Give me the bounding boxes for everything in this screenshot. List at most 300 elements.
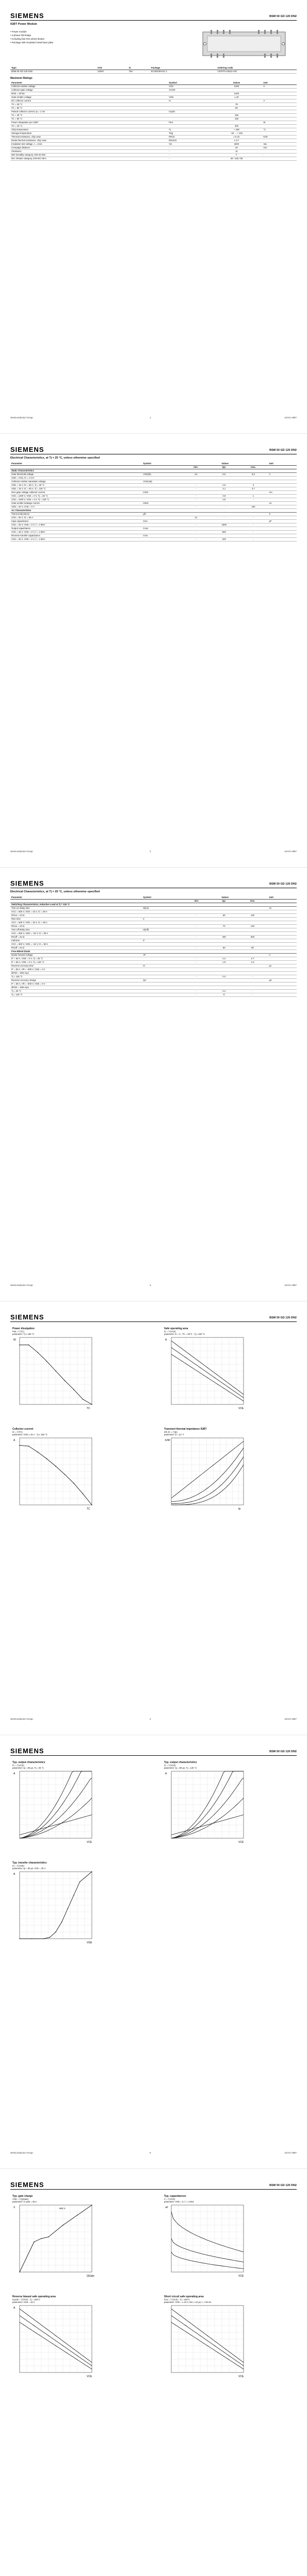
cell: - [168,149,211,153]
cell: - [182,960,211,964]
cell: VCE = 20 V, IC = 50 A [10,516,142,519]
cell: TC = 25 °C [10,113,168,117]
data-point [77,2215,78,2216]
cell: Reverse recovery charge [10,978,142,982]
cell [182,931,211,935]
cell [182,982,211,986]
cell: S [268,512,297,516]
col-header: Type [10,66,96,70]
cell: - [182,935,211,939]
table-row [10,537,297,541]
cell: RGon = 22 Ω [10,924,142,928]
cell: V [268,472,297,476]
cell: ≤ 0.7 [211,139,263,142]
cell [268,939,297,942]
soa-plot [164,1335,247,1411]
cell: Gate threshold voltage [10,472,142,476]
feature-list [10,30,53,44]
table-row [10,993,297,996]
cell: Fall time [10,939,142,942]
section-row [10,509,297,512]
electrical-table [10,462,297,541]
cell [211,964,237,968]
table-row [10,978,297,982]
cell [268,516,297,519]
switching-table [10,895,297,997]
cell: 140 [237,924,268,928]
cell [237,910,268,913]
siemens-logo: SIEMENS [10,1313,44,1321]
cell: diF/dt = -800 A/µs [10,986,142,989]
data-point [28,1345,29,1346]
scsoa-graph [164,2295,247,2380]
gate-graph [12,2195,95,2279]
y-axis-unit: A [13,2307,15,2310]
cell: ICpuls [168,110,211,113]
cell [268,494,297,498]
cell: VGE = VCE, IC = 2 mA [10,476,142,480]
cell: - [209,505,238,509]
table-row [10,117,297,121]
cell: mm [262,146,297,149]
col-header: Unit [268,895,297,899]
section-title: Free-Wheel Diode [10,950,297,953]
cell: - [182,537,209,541]
cell [182,501,209,505]
footer-left: Semiconductor Group [10,1718,33,1720]
table-row [10,989,297,993]
cell [237,953,268,957]
graph-parameter: parameter: tp = 80 µs, Tj = 125 °C [164,1767,197,1769]
out125-graph [164,1761,247,1845]
siemens-logo: SIEMENS [10,446,44,453]
cell: - [182,993,211,996]
cell: 220 [209,537,238,541]
page-title: Electrical Characteristics, at Tj = 25 °C, unless otherwise specified [10,456,100,460]
cell [268,935,297,939]
cell [182,527,209,530]
graph-title: Safe operating area [164,1327,188,1330]
cell: 156 [211,113,263,117]
cell [182,971,211,975]
zth-plot [164,1436,247,1511]
cell [211,121,263,124]
header-rule [10,20,297,21]
table-row [10,960,297,964]
cell [238,476,268,480]
cell [209,527,238,530]
section-title: Switching Characteristics, Inductive Load at Tj = 125 °C [10,903,297,906]
cell: - [168,146,211,149]
section-title: AC Characteristics [10,509,297,512]
table-row [10,110,297,113]
x-axis-label: VCE [238,2275,244,2278]
cell: IF = 50 A, VR = -600 V, VGE = 0 V [10,968,142,971]
table-row [10,942,297,946]
data-point [55,1466,56,1467]
graph-title: Typ. gate charge [12,2195,33,2198]
cell [142,986,182,989]
cell: 3.2 [211,989,237,993]
feature-item: • Package with insulated metal base plate [10,41,53,44]
footer-left: Semiconductor Group [10,1284,33,1286]
graph-parameter: parameter: IC puls = 50 A [12,2200,37,2203]
footer-date: Jul-01-1997 [284,1718,297,1720]
cell: + 150 [211,128,263,131]
table-row [10,142,297,146]
cell [238,490,268,494]
page-number: 3 [150,1284,151,1286]
cell [182,910,211,913]
cell: 2.7 [237,957,268,960]
section-row [10,469,297,472]
cell [262,157,297,160]
cell [237,964,268,968]
graph-parameter: parameter: VGE = 0, f = 1 MHz [164,2200,194,2203]
datasheet-page-6 [0,2169,307,2576]
table-row [10,931,297,935]
y-axis-unit: A [13,1772,15,1775]
data-point [91,1871,92,1872]
cell: V [262,84,297,88]
rbsoa-graph [12,2295,95,2380]
table-row [10,516,297,519]
col-header: Parameter [10,462,142,465]
cell: Turn-off delay time [10,928,142,931]
cell [142,993,182,996]
table-row [10,523,297,527]
cell: TC = 25 °C [10,103,168,106]
data-point [28,1446,29,1447]
cell: RthJC [168,135,211,139]
cell [268,982,297,986]
cell [237,931,268,935]
cell [142,476,182,480]
x-axis-label: TC [87,1507,90,1511]
feature-item: • 3-phase full-bridge [10,33,53,37]
footer-date: Jul-01-1997 [284,416,297,419]
cell: tr [142,917,182,921]
cell: Power dissipation per IGBT [10,121,168,124]
cell: td(off) [142,928,182,931]
cell: VCC = 600 V, VGE = 15 V, IC = 50 A [10,910,142,913]
table-row [10,534,297,537]
table-row [10,913,297,917]
col-header: typ. [209,465,238,469]
cell [209,534,238,537]
data-point [91,1404,92,1405]
table-row [10,113,297,117]
cell: Transconductance [10,512,142,516]
graph-title: Reverse biased safe operating area [12,2295,56,2298]
cell [238,527,268,530]
cell: VCC = 600 V, VGE = 15 V, IC = 50 A [10,921,142,924]
col-header: Symbol [168,81,211,84]
cell: ECONOPACK 2 [150,70,217,73]
table-row [10,971,297,975]
x-axis-label: VCE [238,2375,244,2378]
cell: - [182,946,211,950]
cell: Reverse transfer capacitance [10,534,142,537]
cell: VCC = 600 V, VGE = -15 V, IC = 50 A [10,942,142,946]
cell: 3.1 [209,487,238,490]
cell: 1 [238,494,268,498]
transfer-plot [12,1870,95,1945]
data-point [73,1389,74,1390]
cell [268,946,297,950]
cell [237,968,268,971]
cell [211,110,263,113]
x-axis-label: QGate [87,2275,94,2278]
cell [211,906,237,910]
cell: VCE [168,84,211,88]
module-package-image [200,27,288,60]
table-row [10,953,297,957]
table-row [10,921,297,924]
rbsoa-plot [12,2303,95,2379]
cell: 400 [211,935,237,939]
cell: VCE(sat) [142,480,182,483]
cell: Qrr [142,978,182,982]
data-point [83,1399,84,1400]
cell [142,523,182,527]
footer-left: Semiconductor Group [10,850,33,853]
cell [211,953,237,957]
cell: V [268,953,297,957]
cell: VCE = 1200 V, VGE = 0 V, Tj = 25 °C [10,494,142,498]
cell [142,537,182,541]
cell: - [182,483,209,487]
graph-subtitle: IC = f (VCE) [164,1764,176,1767]
table-row [10,490,297,494]
header-rule [10,2189,297,2190]
feature-item: • Power module [10,30,53,33]
cell [182,490,209,494]
cell: µs [268,964,297,968]
cell [268,910,297,913]
table-row [10,487,297,490]
cell: Insulation test voltage, t = 1min. [10,142,168,146]
cell [142,968,182,971]
out25-graph [12,1761,95,1845]
cell: Ciss [142,519,182,523]
cell: RGoff = 22 Ω [10,935,142,939]
power-graph [12,1327,95,1412]
cell [211,88,263,92]
col-header: min. [182,465,209,469]
page-title: Electrical Characteristics, at Tj = 25 °C, unless otherwise specified [10,890,100,893]
x-axis-label: VCE [238,1841,244,1844]
cell: 2.2 [211,957,237,960]
cell: µC [268,978,297,982]
cell: VCE = 25 V, VGE = 0 V, f = 1 MHz [10,523,142,527]
data-point [64,1380,66,1381]
cell [268,989,297,993]
cell: RthJCD [168,139,211,142]
cell: Tj = 25 °C [10,989,142,993]
cell: 1200 [211,84,263,88]
cell [142,971,182,975]
col-header: IC [128,66,150,70]
cell [211,939,237,942]
cell [211,982,237,986]
y-axis-unit: K/W [165,1439,170,1442]
cell: 2.3 [237,960,268,964]
cell: IEC climatic category, DIN IEC 68-1 [10,157,168,160]
cell [182,512,209,516]
cell [268,928,297,931]
cell: - [182,494,209,498]
cell [268,960,297,964]
soa-graph [164,1327,247,1412]
table-row [10,939,297,942]
table-row [10,957,297,960]
cell [182,939,211,942]
table-row [10,131,297,135]
cell: - [168,153,211,157]
cell: 20 [211,146,263,149]
graph-subtitle: IC = f (VCE) [12,1764,24,1767]
footer-left: Semiconductor Group [10,416,33,419]
cell [268,942,297,946]
table-row [10,92,297,95]
cell: -40 ... + 125 [211,131,263,135]
graph-subtitle: IC = f (VGE) [12,1865,24,1867]
cell: - [182,975,211,978]
table-row [10,88,297,92]
page-number: 5 [150,2151,151,2154]
cell [168,92,211,95]
cell [142,487,182,490]
graph-title: Power dissipation [12,1327,35,1330]
table-row [10,106,297,110]
table-row [10,494,297,498]
cell: 78 [211,103,263,106]
cell [238,512,268,516]
cell: 78A [128,70,150,73]
cell: pF [268,519,297,523]
cell: Pulsed collector current, tp = 1 ms [10,110,168,113]
data-point [19,1445,20,1446]
cell [142,483,182,487]
cell [211,99,263,103]
cell [182,480,209,483]
header-rule [10,1321,297,1322]
data-point [61,1922,62,1923]
cell: Ptot [168,121,211,124]
cell [168,117,211,121]
col-header: Values [182,462,268,465]
cell [209,501,238,505]
cell: 500 [209,530,238,534]
cell: Coss [142,527,182,530]
cell: td(on) [142,906,182,910]
graph-subtitle: Zth JC = f (tp) [164,1431,177,1433]
data-point [55,1931,56,1933]
electrical-body [10,469,297,541]
cell: 5.5 [209,472,238,476]
cell: 70 [211,924,237,928]
cell [237,978,268,982]
cell [262,139,297,142]
cell [211,978,237,982]
cell: nA [268,501,297,505]
data-point [46,1459,47,1460]
col-header: Package [150,66,217,70]
table-row [10,483,297,487]
data-point [37,1352,38,1353]
cell: 2.5 [209,483,238,487]
table-row [10,70,297,73]
col-header: min. [182,899,211,903]
cell: - [238,530,268,534]
graph-parameter: parameter: D = tp / T [164,1433,184,1436]
cell [262,95,297,99]
data-point [91,2205,92,2206]
page-number: 4 [150,1718,151,1720]
cell: 150 [238,505,268,509]
cell: - [182,913,211,917]
power-plot [12,1335,95,1411]
graph-title: Typ. output characteristics [12,1761,45,1764]
cell: mA [268,490,297,494]
cell: Gate-emitter leakage current [10,501,142,505]
table-row [10,476,297,480]
table-row [10,910,297,913]
table-row [10,964,297,968]
cell: Turn-on delay time [10,906,142,910]
footer-left: Semiconductor Group [10,2151,33,2154]
cell: TC = 25 °C [10,124,168,128]
cell: 3 [238,483,268,487]
switching-body [10,903,297,996]
cell: 80 [237,946,268,950]
cell [142,921,182,924]
cell: VCGR [168,88,211,92]
x-axis-label: tp [238,1507,241,1511]
cell [237,928,268,931]
cell: 12 [182,516,209,519]
table-row [10,153,297,157]
gate-plot [12,2203,95,2278]
cell: trr [142,964,182,968]
cell: RGon = 22 Ω [10,913,142,917]
data-point [37,1452,38,1453]
footer-date: Jul-01-1997 [284,850,297,853]
cell: F [211,153,263,157]
cell: - [209,516,238,519]
cell [211,931,237,935]
cell: K/W [262,135,297,139]
col-header: Unit [262,81,297,84]
cell: tf [142,939,182,942]
cell: Thermal resistance, chip case [10,135,168,139]
cell: - [182,523,209,527]
cell: Zero gate voltage collector current [10,490,142,494]
cell [211,921,237,924]
graph-subtitle: VGE = f (QGate) [12,2198,29,2200]
cell [142,942,182,946]
cell [168,124,211,128]
cell: VCC = 600 V, VGE = -15 V, IC = 50 A [10,931,142,935]
table-row [10,135,297,139]
cell: ns [268,906,297,910]
graph-parameter: parameter: VGE = 15 V [12,2301,35,2303]
cell: VGE = 15 V, IC = 50 A, Tj = 125 °C [10,487,142,490]
table-row [10,498,297,501]
cell [142,935,182,939]
graph-subtitle: IC = f (TC) [12,1431,23,1433]
